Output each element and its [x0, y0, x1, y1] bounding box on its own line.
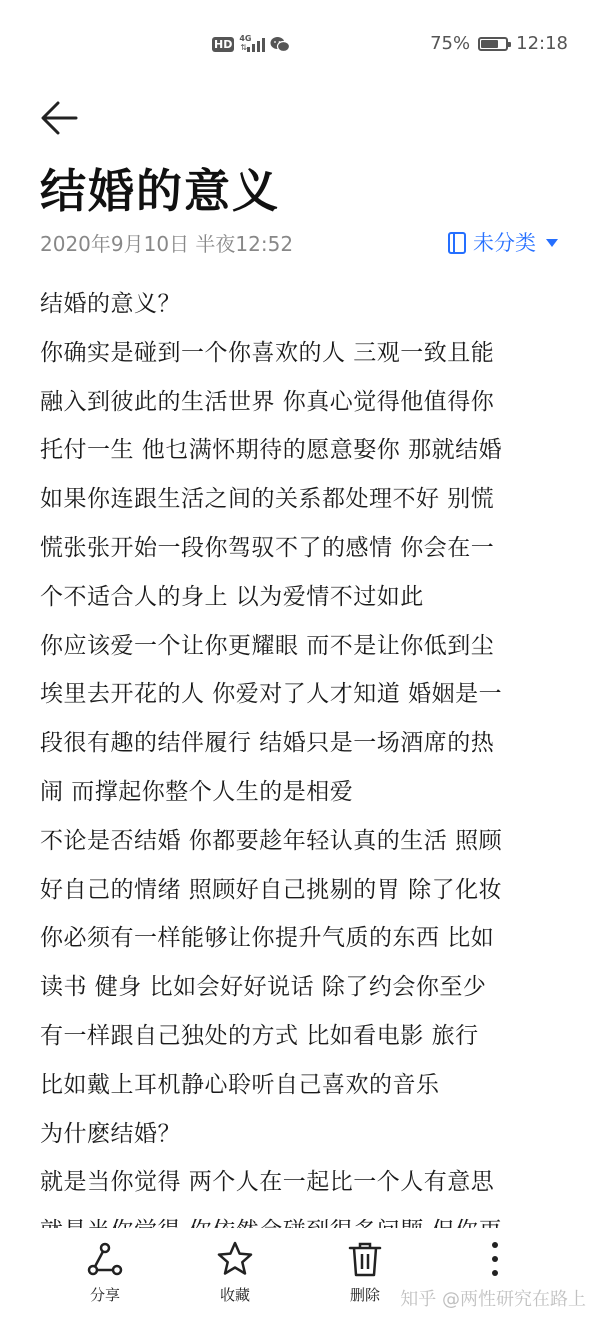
trash-icon — [346, 1240, 384, 1278]
note-body[interactable] — [40, 280, 565, 1228]
battery-percent: 75% — [430, 33, 471, 54]
wechat-icon — [270, 36, 290, 53]
chevron-down-icon — [546, 239, 558, 247]
delete-button[interactable] — [325, 1240, 405, 1305]
note-line: 结婚的意义？ — [40, 291, 181, 317]
clock: 12:18 — [516, 33, 568, 54]
note-line: 有一样跟自己独处的方式 比如看电影 旅行 — [40, 1022, 479, 1049]
hd-icon: HD — [214, 37, 233, 51]
note-line: 慌张张开始一段你驾驭不了的感情 你会在一 — [40, 534, 495, 561]
note-line: 就是当你觉得 两个人在一起比一个人有意思 — [40, 1169, 495, 1196]
note-line: 不论是否结婚 你都要趁年轻认真的生活 照顾 — [40, 827, 503, 854]
more-vertical-icon — [476, 1240, 514, 1278]
note-line: 埃里去开花的人 你爱对了人才知道 婚姻是一 — [40, 681, 503, 708]
status-icons-right — [430, 33, 568, 54]
star-icon — [216, 1240, 254, 1278]
note-line: 托付一生 他乜满怀期待的愿意娶你 那就结婚 — [40, 437, 503, 464]
share-button[interactable] — [65, 1240, 145, 1305]
status-bar — [0, 0, 600, 90]
note-line: 你确实是碰到一个你喜欢的人 三观一致且能 — [40, 339, 495, 366]
watermark: 知乎 @两性研究在路上 — [400, 1289, 586, 1310]
notebook-icon — [447, 231, 467, 255]
share-icon — [86, 1240, 124, 1278]
note-line: 闹 而撑起你整个人生的是相爱 — [40, 778, 354, 805]
page-title: 结婚的意义 — [40, 164, 280, 218]
back-arrow-icon — [38, 96, 82, 140]
note-line: 好自己的情绪 照顾好自己挑剔的胃 除了化妆 — [40, 876, 503, 903]
category-selector[interactable] — [447, 229, 558, 257]
note-line: 你必须有一样能够让你提升气质的东西 比如 — [40, 925, 495, 952]
more-button[interactable] — [455, 1240, 535, 1278]
back-button[interactable] — [38, 96, 82, 140]
favorite-label: 收藏 — [219, 1286, 250, 1304]
note-line: 为什麽结婚？ — [40, 1120, 181, 1147]
share-label: 分享 — [89, 1286, 120, 1304]
note-line: 段很有趣的结伴履行 结婚只是一场酒席的热 — [40, 730, 495, 757]
delete-label: 删除 — [349, 1286, 380, 1304]
note-line: 如果你连跟生活之间的关系都处理不好 别慌 — [40, 486, 495, 513]
note-line: 融入到彼此的生活世界 你真心觉得他值得你 — [40, 388, 495, 415]
status-icons-left — [212, 34, 290, 54]
note-line: 你应该爱一个让你更耀眼 而不是让你低到尘 — [40, 632, 495, 659]
note-line: 个不适合人的身上 以为爱情不过如此 — [40, 583, 424, 610]
note-line: 读书 健身 比如会好好说话 除了约会你至少 — [40, 974, 487, 1001]
network-type: 4G — [239, 34, 252, 43]
bottom-toolbar — [0, 1228, 600, 1320]
note-date: 2020年9月10日 半夜12:52 — [40, 232, 294, 256]
favorite-button[interactable] — [195, 1240, 275, 1305]
signal-icon: 4G ⇅ — [239, 34, 265, 54]
battery-icon — [478, 37, 508, 51]
note-line: 比如戴上耳机静心聆听自己喜欢的音乐 — [40, 1071, 440, 1098]
category-label: 未分类 — [473, 231, 536, 255]
